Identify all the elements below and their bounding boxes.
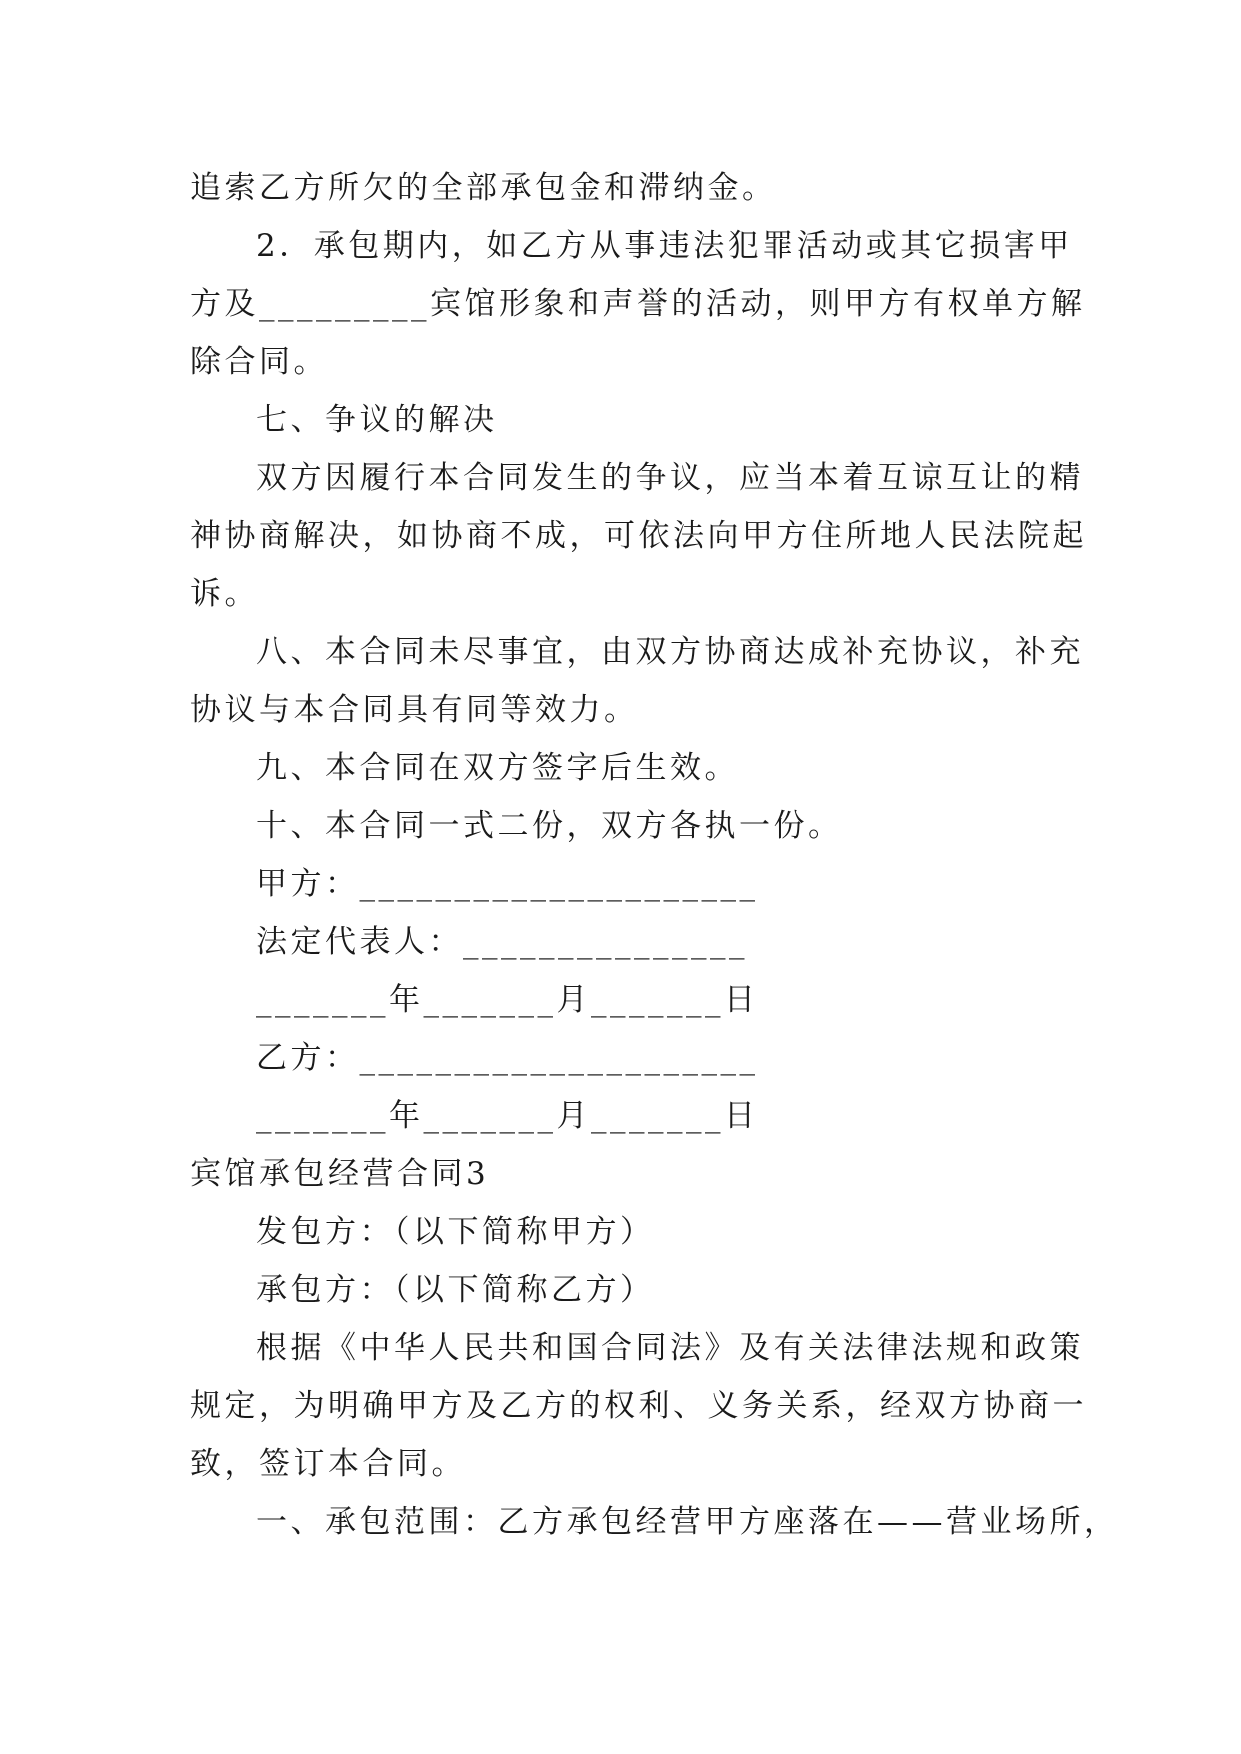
signature-legal-rep: 法定代表人：_______________ [256, 924, 748, 960]
text-line-1: 追索乙方所欠的全部承包金和滞纳金。 [190, 170, 777, 206]
text-line-3: 方及_________宾馆形象和声誉的活动，则甲方有权单方解 [190, 286, 1086, 322]
section-heading-7: 七、争议的解决 [256, 402, 498, 438]
text-line-10: 协议与本合同具有同等效力。 [190, 692, 639, 728]
text-line-8: 诉。 [190, 576, 259, 612]
signature-date-a: _______年_______月_______日 [256, 982, 759, 1018]
text-line-24: 一、承包范围：乙方承包经营甲方座落在——营业场所， [256, 1504, 1119, 1540]
text-line-9: 八、本合同未尽事宜，由双方协商达成补充协议，补充 [256, 634, 1084, 670]
signature-date-b: _______年_______月_______日 [256, 1098, 759, 1134]
text-line-21: 根据《中华人民共和国合同法》及有关法律法规和政策 [256, 1330, 1084, 1366]
text-line-12: 十、本合同一式二份，双方各执一份。 [256, 808, 843, 844]
text-line-7: 神协商解决，如协商不成，可依法向甲方住所地人民法院起 [190, 518, 1087, 554]
document-title: 宾馆承包经营合同3 [190, 1156, 490, 1192]
text-line-23: 致，签订本合同。 [190, 1446, 466, 1482]
signature-party-a: 甲方：_____________________ [256, 866, 759, 902]
text-line-4: 除合同。 [190, 344, 328, 380]
text-line-22: 规定，为明确甲方及乙方的权利、义务关系，经双方协商一 [190, 1388, 1087, 1424]
text-line-19: 发包方：（以下简称甲方） [256, 1214, 655, 1250]
text-line-6: 双方因履行本合同发生的争议，应当本着互谅互让的精 [256, 460, 1084, 496]
text-line-2: 2．承包期内，如乙方从事违法犯罪活动或其它损害甲 [256, 228, 1073, 264]
signature-party-b: 乙方：_____________________ [256, 1040, 759, 1076]
text-line-11: 九、本合同在双方签字后生效。 [256, 750, 739, 786]
text-line-20: 承包方：（以下简称乙方） [256, 1272, 655, 1308]
